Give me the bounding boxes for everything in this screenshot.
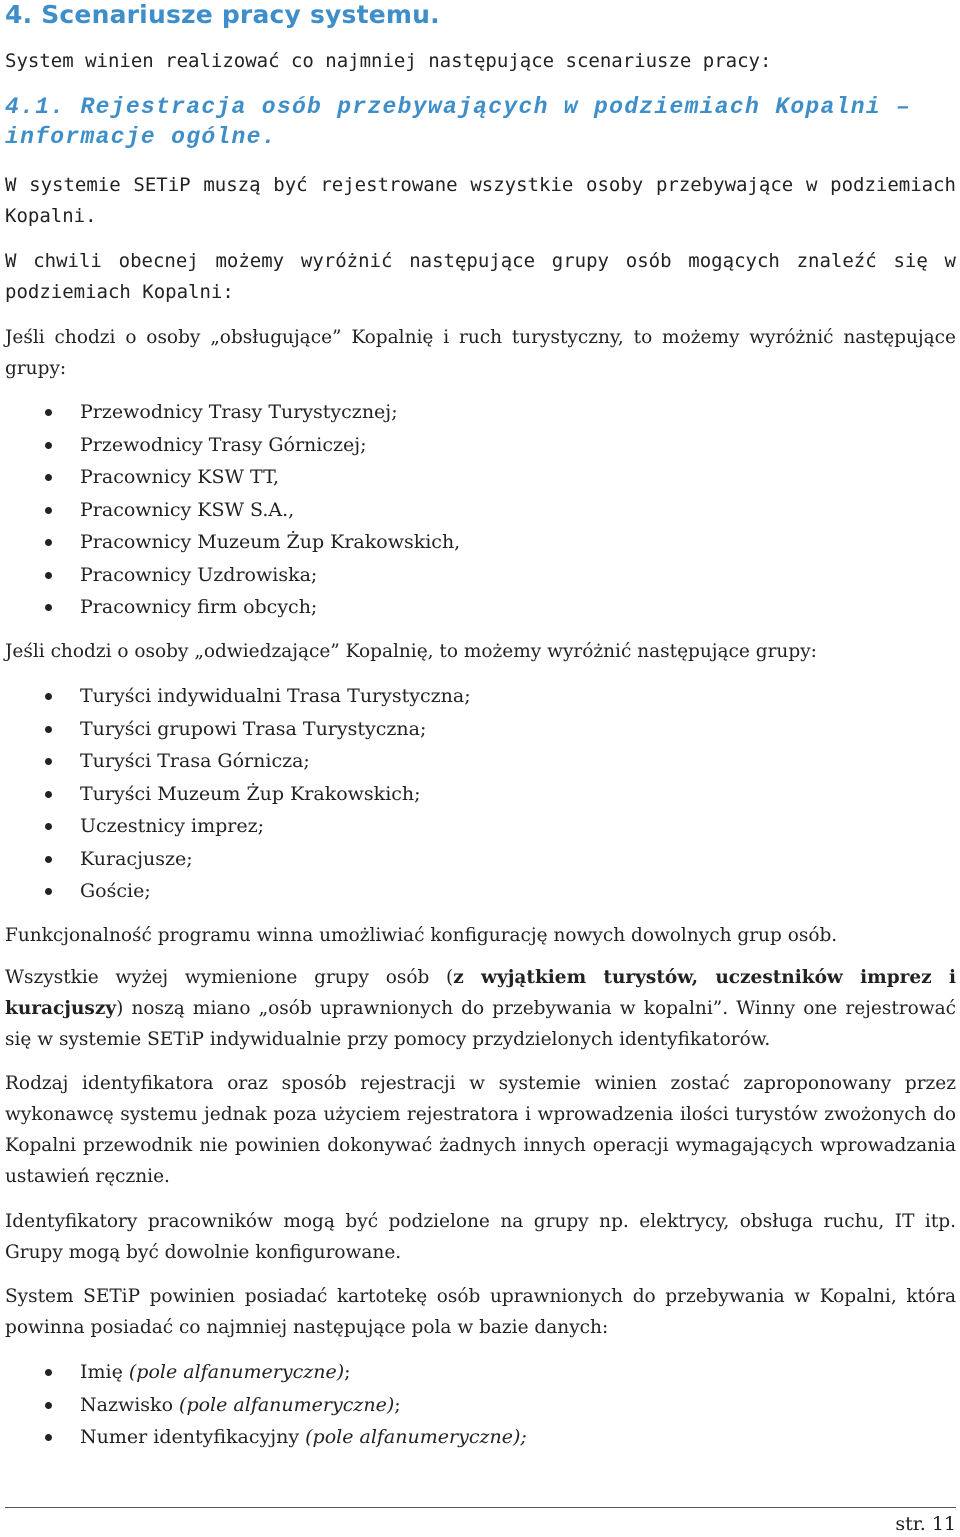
- bullet-icon: [45, 442, 52, 449]
- bullet-icon: [45, 758, 52, 765]
- bullet-icon: [45, 888, 52, 895]
- bullet-icon: [45, 1369, 52, 1376]
- subsection-title: 4.1. Rejestracja osób przebywających w podziemiach Kopalni – informacje ogólne.: [5, 94, 912, 150]
- list-item: Nazwisko (pole alfanumeryczne);: [5, 1389, 527, 1422]
- bullet-icon: [45, 791, 52, 798]
- db-fields-list: [5, 1356, 527, 1454]
- paragraph-registration: W systemie SETiP muszą być rejestrowane wszystkie osoby przebywające w podziemiach Kopalni.: [5, 174, 956, 227]
- bullet-icon: [45, 604, 52, 611]
- page-number: str. 11: [895, 1513, 956, 1535]
- bullet-icon: [45, 856, 52, 863]
- bullet-icon: [45, 409, 52, 416]
- list-item: Turyści grupowi Trasa Turystyczna;: [5, 713, 471, 746]
- paragraph-configuration: Funkcjonalność programu winna umożliwiać konfigurację nowych dowolnych grup osób.: [5, 925, 838, 946]
- list-item: Przewodnicy Trasy Górniczej;: [5, 429, 460, 462]
- paragraph-card-file: System SETiP powinien posiadać kartotekę osób uprawnionych do przebywania w Kopalni, która powinna posiadać co najmniej następujące pola w bazie danych:: [5, 1286, 956, 1338]
- paragraph-groups-intro: W chwili obecnej możemy wyróżnić następujące grupy osób mogących znaleźć się w podziemiach Kopalni:: [5, 250, 956, 303]
- footer-divider: [5, 1507, 956, 1508]
- section-title: 4. Scenariusze pracy systemu.: [5, 0, 440, 29]
- list-item: Pracownicy Muzeum Żup Krakowskich,: [5, 526, 460, 559]
- list-item: Numer identyfikacyjny (pole alfanumeryczne);: [5, 1421, 527, 1454]
- list-item: Goście;: [5, 875, 471, 908]
- bullet-icon: [45, 474, 52, 481]
- bullet-icon: [45, 572, 52, 579]
- list-item: Pracownicy Uzdrowiska;: [5, 559, 460, 592]
- bullet-icon: [45, 823, 52, 830]
- paragraph-visitors-intro: Jeśli chodzi o osoby „odwiedzające” Kopalnię, to możemy wyróżnić następujące grupy:: [5, 641, 817, 662]
- list-item: Pracownicy firm obcych;: [5, 591, 460, 624]
- list-item: Uczestnicy imprez;: [5, 810, 471, 843]
- list-item: Turyści indywidualni Trasa Turystyczna;: [5, 680, 471, 713]
- bullet-icon: [45, 1402, 52, 1409]
- paragraph-staff-intro: Jeśli chodzi o osoby „obsługujące” Kopalnię i ruch turystyczny, to możemy wyróżnić następujące grupy:: [5, 327, 956, 379]
- list-item: Pracownicy KSW S.A.,: [5, 494, 460, 527]
- paragraph-authorized-persons: Wszystkie wyżej wymienione grupy osób (z wyjątkiem turystów, uczestników imprez i kuracjuszy) noszą miano „osób uprawnionych do przebywania w kopalni”. Winny one rejestrować się w systemie SETiP indywidualnie przy pomocy przydzielonych identyfikatorów.: [5, 967, 956, 1050]
- bullet-icon: [45, 1434, 52, 1441]
- list-item: Turyści Trasa Górnicza;: [5, 745, 471, 778]
- list-item: Imię (pole alfanumeryczne);: [5, 1356, 527, 1389]
- bullet-icon: [45, 539, 52, 546]
- list-item: Pracownicy KSW TT,: [5, 461, 460, 494]
- list-item: Turyści Muzeum Żup Krakowskich;: [5, 778, 471, 811]
- bullet-icon: [45, 693, 52, 700]
- paragraph-identifier-groups: Identyfikatory pracowników mogą być podzielone na grupy np. elektrycy, obsługa ruchu, IT itp. Grupy mogą być dowolnie konfigurowane.: [5, 1211, 956, 1263]
- bullet-icon: [45, 726, 52, 733]
- paragraph-identifier-type: Rodzaj identyfikatora oraz sposób rejestracji w systemie winien zostać zaproponowany przez wykonawcę systemu jednak poza użyciem rejestratora i wprowadzenia ilości turystów zwożonych do Kopalni przewodnik nie powinien dokonywać żadnych innych operacji wymagających wprowadzania ustawień ręcznie.: [5, 1073, 956, 1187]
- list-item: Kuracjusze;: [5, 843, 471, 876]
- intro-text: System winien realizować co najmniej następujące scenariusze pracy:: [5, 50, 772, 72]
- staff-groups-list: [5, 396, 460, 624]
- bullet-icon: [45, 507, 52, 514]
- exception-text: z wyjątkiem turystów, uczestników imprez i kuracjuszy: [5, 967, 956, 1019]
- visitor-groups-list: [5, 680, 471, 908]
- list-item: Przewodnicy Trasy Turystycznej;: [5, 396, 460, 429]
